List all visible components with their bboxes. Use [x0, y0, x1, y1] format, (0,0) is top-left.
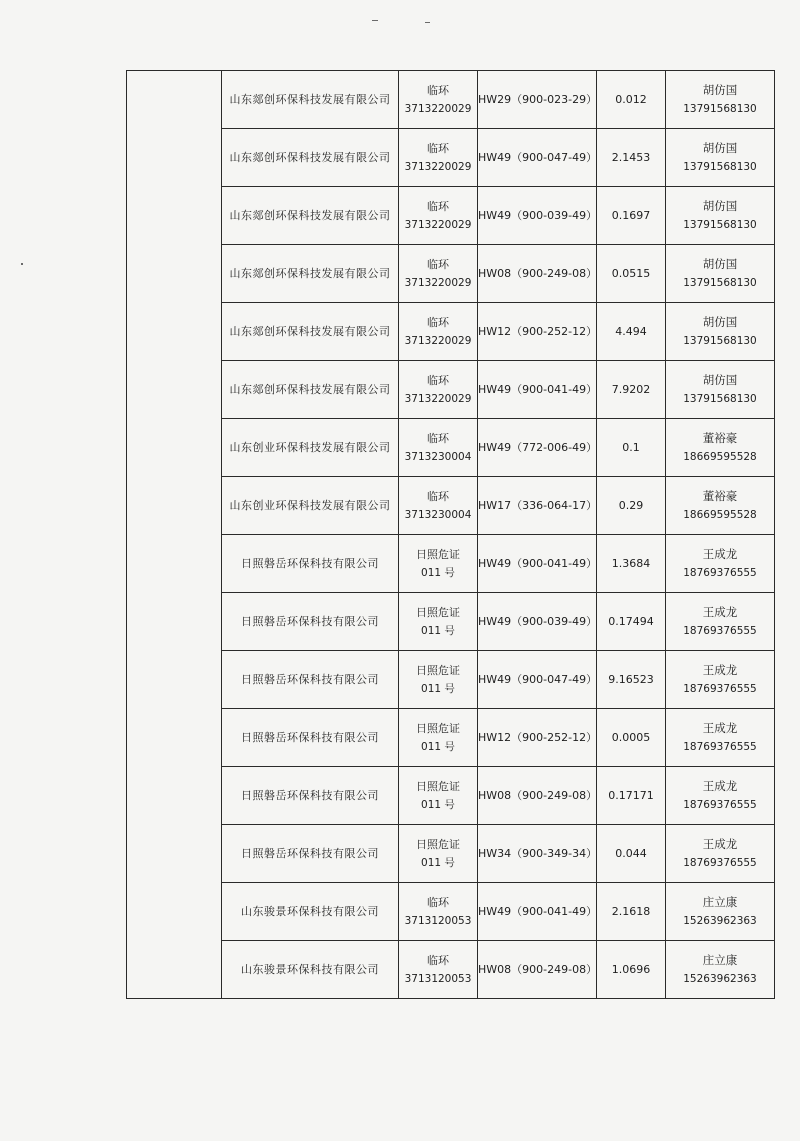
contact-name: 胡仿国 — [702, 372, 738, 387]
amount-cell: 1.0696 — [597, 941, 666, 999]
contact-name: 王成龙 — [702, 778, 738, 793]
amount-cell: 4.494 — [597, 303, 666, 361]
waste-code-cell: HW12（900-252-12） — [478, 303, 597, 361]
contact-name: 胡仿国 — [702, 314, 738, 329]
company-cell: 山东创业环保科技发展有限公司 — [222, 477, 399, 535]
contact-cell — [666, 303, 775, 361]
table-row — [127, 593, 775, 651]
company-cell: 山东郯创环保科技发展有限公司 — [222, 187, 399, 245]
license-number: 3713120053 — [404, 972, 472, 985]
amount-cell: 9.16523 — [597, 651, 666, 709]
contact-name: 王成龙 — [702, 720, 738, 735]
license-number: 011 号 — [421, 740, 455, 753]
table-row — [127, 709, 775, 767]
license-type: 日照危证 — [416, 663, 460, 677]
contact-cell — [666, 187, 775, 245]
license-cell — [399, 767, 478, 825]
license-number: 3713220029 — [404, 160, 472, 173]
license-type: 临环 — [427, 141, 449, 155]
contact-phone: 18769376555 — [683, 798, 757, 811]
table-row — [127, 825, 775, 883]
license-cell — [399, 361, 478, 419]
company-cell: 山东郯创环保科技发展有限公司 — [222, 245, 399, 303]
contact-phone: 13791568130 — [683, 392, 757, 405]
table-row — [127, 535, 775, 593]
license-cell — [399, 941, 478, 999]
table-row — [127, 71, 775, 129]
table-row — [127, 129, 775, 187]
amount-cell: 2.1453 — [597, 129, 666, 187]
contact-cell — [666, 535, 775, 593]
company-cell: 日照磐岳环保科技有限公司 — [222, 593, 399, 651]
contact-name: 庄立康 — [702, 952, 738, 967]
license-number: 3713230004 — [404, 508, 472, 521]
contact-phone: 15263962363 — [683, 914, 757, 927]
contact-name: 庄立康 — [702, 894, 738, 909]
license-number: 3713120053 — [404, 914, 472, 927]
company-cell: 山东郯创环保科技发展有限公司 — [222, 303, 399, 361]
amount-cell: 0.1 — [597, 419, 666, 477]
table-row — [127, 419, 775, 477]
company-cell: 日照磐岳环保科技有限公司 — [222, 651, 399, 709]
license-number: 3713220029 — [404, 334, 472, 347]
waste-code-cell: HW12（900-252-12） — [478, 709, 597, 767]
contact-phone: 18769376555 — [683, 682, 757, 695]
license-cell — [399, 245, 478, 303]
license-cell — [399, 129, 478, 187]
license-cell — [399, 535, 478, 593]
contact-phone: 13791568130 — [683, 160, 757, 173]
company-cell: 山东骏景环保科技有限公司 — [222, 883, 399, 941]
table-row — [127, 883, 775, 941]
contact-cell — [666, 883, 775, 941]
license-type: 临环 — [427, 895, 449, 909]
waste-code-cell: HW34（900-349-34） — [478, 825, 597, 883]
scan-speck — [21, 263, 23, 265]
amount-cell: 0.044 — [597, 825, 666, 883]
contact-phone: 13791568130 — [683, 102, 757, 115]
contact-cell — [666, 767, 775, 825]
license-cell — [399, 883, 478, 941]
waste-code-cell: HW49（900-041-49） — [478, 535, 597, 593]
waste-code-cell: HW08（900-249-08） — [478, 941, 597, 999]
contact-phone: 18669595528 — [683, 450, 757, 463]
license-number: 3713220029 — [404, 218, 472, 231]
license-type: 日照危证 — [416, 779, 460, 793]
waste-code-cell: HW49（900-047-49） — [478, 651, 597, 709]
license-type: 日照危证 — [416, 547, 460, 561]
company-cell: 山东郯创环保科技发展有限公司 — [222, 361, 399, 419]
license-number: 011 号 — [421, 682, 455, 695]
license-number: 3713220029 — [404, 392, 472, 405]
table-row — [127, 187, 775, 245]
hazardous-waste-disposal-table — [126, 70, 775, 999]
waste-code-cell: HW49（900-041-49） — [478, 361, 597, 419]
company-cell: 山东郯创环保科技发展有限公司 — [222, 71, 399, 129]
license-type: 临环 — [427, 315, 449, 329]
license-cell — [399, 825, 478, 883]
company-cell: 日照磐岳环保科技有限公司 — [222, 767, 399, 825]
contact-cell — [666, 477, 775, 535]
amount-cell: 0.0515 — [597, 245, 666, 303]
contact-phone: 18769376555 — [683, 856, 757, 869]
license-cell — [399, 71, 478, 129]
table-row — [127, 361, 775, 419]
license-cell — [399, 477, 478, 535]
table-body — [127, 71, 775, 999]
amount-cell: 0.17171 — [597, 767, 666, 825]
amount-cell: 0.012 — [597, 71, 666, 129]
contact-phone: 15263962363 — [683, 972, 757, 985]
table-row — [127, 941, 775, 999]
license-type: 日照危证 — [416, 837, 460, 851]
waste-code-cell: HW17（336-064-17） — [478, 477, 597, 535]
license-cell — [399, 419, 478, 477]
waste-code-cell: HW29（900-023-29） — [478, 71, 597, 129]
scan-speck — [372, 20, 378, 21]
waste-code-cell: HW49（772-006-49） — [478, 419, 597, 477]
contact-cell — [666, 245, 775, 303]
contact-name: 王成龙 — [702, 836, 738, 851]
license-number: 011 号 — [421, 798, 455, 811]
contact-phone: 18669595528 — [683, 508, 757, 521]
license-type: 临环 — [427, 489, 449, 503]
contact-name: 胡仿国 — [702, 256, 738, 271]
company-cell: 日照磐岳环保科技有限公司 — [222, 709, 399, 767]
license-type: 临环 — [427, 953, 449, 967]
company-cell: 山东郯创环保科技发展有限公司 — [222, 129, 399, 187]
license-cell — [399, 709, 478, 767]
waste-code-cell: HW49（900-041-49） — [478, 883, 597, 941]
amount-cell: 0.29 — [597, 477, 666, 535]
contact-phone: 13791568130 — [683, 334, 757, 347]
table-row — [127, 477, 775, 535]
contact-cell — [666, 419, 775, 477]
contact-phone: 18769376555 — [683, 566, 757, 579]
contact-cell — [666, 709, 775, 767]
table-row — [127, 651, 775, 709]
scan-speck — [425, 22, 430, 23]
waste-code-cell: HW49（900-047-49） — [478, 129, 597, 187]
contact-name: 胡仿国 — [702, 140, 738, 155]
license-number: 3713220029 — [404, 102, 472, 115]
merged-left-cell — [127, 71, 222, 999]
table-row — [127, 303, 775, 361]
contact-name: 王成龙 — [702, 546, 738, 561]
amount-cell: 0.17494 — [597, 593, 666, 651]
contact-phone: 18769376555 — [683, 740, 757, 753]
contact-name: 胡仿国 — [702, 82, 738, 97]
table-row — [127, 245, 775, 303]
amount-cell: 1.3684 — [597, 535, 666, 593]
company-cell: 日照磐岳环保科技有限公司 — [222, 825, 399, 883]
amount-cell: 0.0005 — [597, 709, 666, 767]
contact-name: 董裕豪 — [702, 488, 738, 503]
license-cell — [399, 593, 478, 651]
waste-code-cell: HW08（900-249-08） — [478, 245, 597, 303]
license-type: 临环 — [427, 257, 449, 271]
license-type: 日照危证 — [416, 605, 460, 619]
license-type: 临环 — [427, 199, 449, 213]
license-number: 3713220029 — [404, 276, 472, 289]
contact-cell — [666, 71, 775, 129]
contact-phone: 13791568130 — [683, 218, 757, 231]
amount-cell: 0.1697 — [597, 187, 666, 245]
license-type: 日照危证 — [416, 721, 460, 735]
license-cell — [399, 651, 478, 709]
license-type: 临环 — [427, 373, 449, 387]
contact-name: 王成龙 — [702, 662, 738, 677]
waste-code-cell: HW49（900-039-49） — [478, 593, 597, 651]
contact-cell — [666, 651, 775, 709]
license-number: 011 号 — [421, 624, 455, 637]
waste-code-cell: HW49（900-039-49） — [478, 187, 597, 245]
contact-name: 胡仿国 — [702, 198, 738, 213]
license-number: 3713230004 — [404, 450, 472, 463]
company-cell: 山东创业环保科技发展有限公司 — [222, 419, 399, 477]
table-row — [127, 767, 775, 825]
license-cell — [399, 187, 478, 245]
contact-phone: 18769376555 — [683, 624, 757, 637]
contact-phone: 13791568130 — [683, 276, 757, 289]
amount-cell: 2.1618 — [597, 883, 666, 941]
contact-cell — [666, 593, 775, 651]
contact-name: 王成龙 — [702, 604, 738, 619]
contact-cell — [666, 129, 775, 187]
license-cell — [399, 303, 478, 361]
license-number: 011 号 — [421, 566, 455, 579]
license-type: 临环 — [427, 83, 449, 97]
amount-cell: 7.9202 — [597, 361, 666, 419]
waste-code-cell: HW08（900-249-08） — [478, 767, 597, 825]
contact-cell — [666, 825, 775, 883]
company-cell: 日照磐岳环保科技有限公司 — [222, 535, 399, 593]
contact-name: 董裕豪 — [702, 430, 738, 445]
contact-cell — [666, 941, 775, 999]
license-number: 011 号 — [421, 856, 455, 869]
company-cell: 山东骏景环保科技有限公司 — [222, 941, 399, 999]
contact-cell — [666, 361, 775, 419]
license-type: 临环 — [427, 431, 449, 445]
